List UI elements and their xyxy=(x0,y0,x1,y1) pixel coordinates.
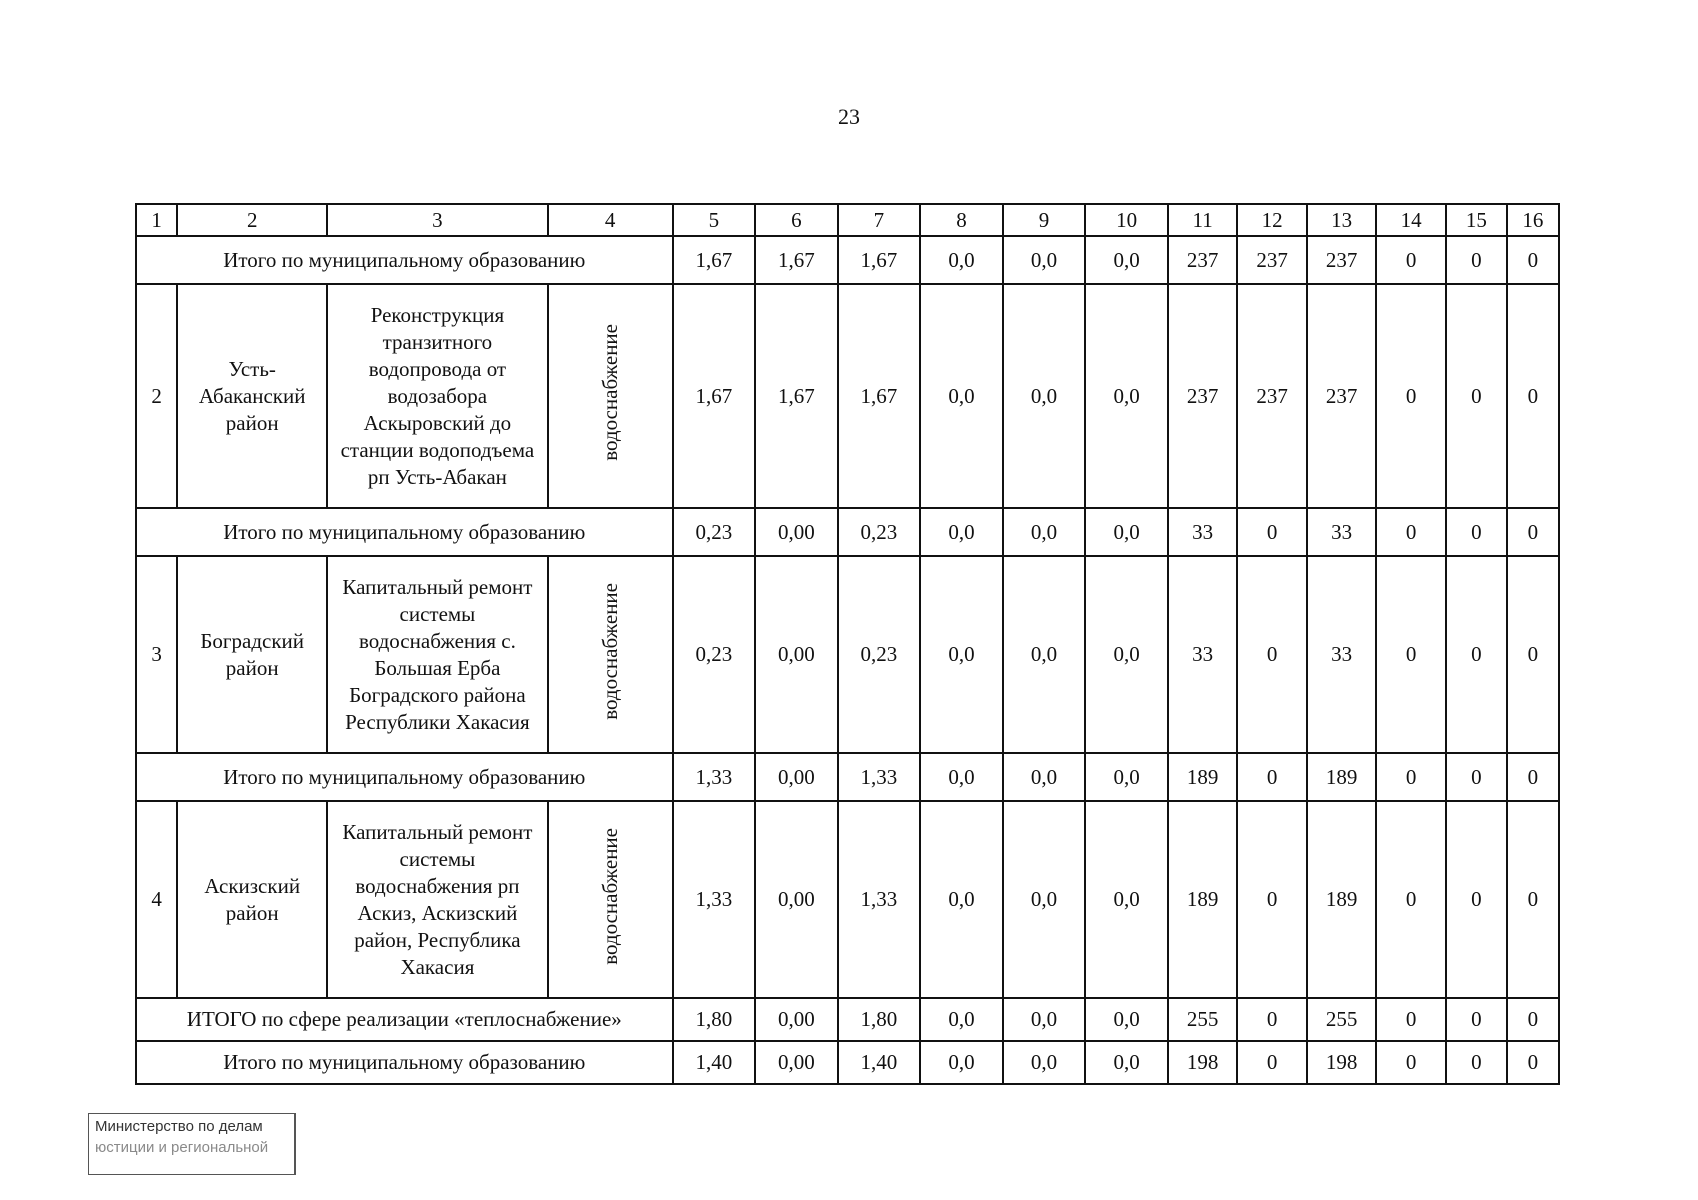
project-name: Капитальный ремонт системы водоснабжения с. Большая Ерба Боградского района Республики Хакасия xyxy=(327,556,548,753)
value-cell: 0 xyxy=(1446,284,1507,508)
column-number: 13 xyxy=(1307,204,1377,236)
value-cell: 189 xyxy=(1168,801,1238,998)
subtotal-row xyxy=(136,753,1559,801)
row-number: 4 xyxy=(136,801,177,998)
value-cell: 0,0 xyxy=(920,1041,1003,1084)
value-cell: 0 xyxy=(1237,998,1307,1041)
value-cell: 0 xyxy=(1237,801,1307,998)
value-cell: 0,0 xyxy=(1003,753,1086,801)
value-cell: 0 xyxy=(1237,753,1307,801)
value-cell: 237 xyxy=(1307,284,1377,508)
value-cell: 0,0 xyxy=(1003,801,1086,998)
value-cell: 33 xyxy=(1168,508,1238,556)
value-cell: 0,0 xyxy=(1003,236,1086,284)
investment-table xyxy=(135,203,1560,1085)
value-cell: 0,0 xyxy=(920,753,1003,801)
value-cell: 0 xyxy=(1376,284,1446,508)
value-cell: 189 xyxy=(1168,753,1238,801)
district-name: Боградский район xyxy=(177,556,327,753)
value-cell: 0 xyxy=(1376,801,1446,998)
stamp-line: юстиции и региональной xyxy=(95,1139,269,1156)
subtotal-label: Итого по муниципальному образованию xyxy=(136,508,673,556)
column-number: 15 xyxy=(1446,204,1507,236)
value-cell: 0,23 xyxy=(673,508,756,556)
column-number: 2 xyxy=(177,204,327,236)
value-cell: 0 xyxy=(1507,284,1559,508)
value-cell: 0,0 xyxy=(1085,284,1168,508)
value-cell: 0 xyxy=(1507,508,1559,556)
value-cell: 33 xyxy=(1307,508,1377,556)
value-cell: 0,0 xyxy=(1085,508,1168,556)
value-cell: 255 xyxy=(1307,998,1377,1041)
sphere-cell xyxy=(548,556,673,753)
table-body xyxy=(136,204,1559,1084)
row-number: 3 xyxy=(136,556,177,753)
value-cell: 0,0 xyxy=(1085,236,1168,284)
value-cell: 0,00 xyxy=(755,753,838,801)
subtotal-label: Итого по муниципальному образованию xyxy=(136,753,673,801)
value-cell: 0 xyxy=(1376,508,1446,556)
value-cell: 237 xyxy=(1168,284,1238,508)
subtotal-label: Итого по муниципальному образованию xyxy=(136,236,673,284)
value-cell: 33 xyxy=(1168,556,1238,753)
value-cell: 237 xyxy=(1168,236,1238,284)
subtotal-row xyxy=(136,1041,1559,1084)
value-cell: 1,67 xyxy=(673,236,756,284)
value-cell: 255 xyxy=(1168,998,1238,1041)
subtotal-row xyxy=(136,998,1559,1041)
value-cell: 0,23 xyxy=(838,508,921,556)
value-cell: 0 xyxy=(1446,998,1507,1041)
value-cell: 0 xyxy=(1376,556,1446,753)
value-cell: 0,00 xyxy=(755,801,838,998)
value-cell: 1,33 xyxy=(838,753,921,801)
subtotal-row xyxy=(136,236,1559,284)
district-name: Аскизский район xyxy=(177,801,327,998)
value-cell: 0,0 xyxy=(1085,998,1168,1041)
value-cell: 0,0 xyxy=(1003,1041,1086,1084)
value-cell: 237 xyxy=(1237,284,1307,508)
project-name: Реконструкция транзитного водопровода от водозабора Аскыровский до станции водоподъема рп Усть-Абакан xyxy=(327,284,548,508)
value-cell: 1,80 xyxy=(673,998,756,1041)
value-cell: 1,67 xyxy=(673,284,756,508)
column-number: 10 xyxy=(1085,204,1168,236)
value-cell: 1,33 xyxy=(838,801,921,998)
value-cell: 189 xyxy=(1307,753,1377,801)
value-cell: 0 xyxy=(1376,753,1446,801)
column-number: 16 xyxy=(1507,204,1559,236)
value-cell: 1,67 xyxy=(755,236,838,284)
column-number: 6 xyxy=(755,204,838,236)
value-cell: 0,23 xyxy=(838,556,921,753)
column-number: 12 xyxy=(1237,204,1307,236)
value-cell: 0 xyxy=(1376,998,1446,1041)
district-name: Усть- Абаканский район xyxy=(177,284,327,508)
value-cell: 1,33 xyxy=(673,801,756,998)
value-cell: 0,00 xyxy=(755,556,838,753)
sphere-label: водоснабжение xyxy=(598,827,623,965)
value-cell: 0,23 xyxy=(673,556,756,753)
column-number: 4 xyxy=(548,204,673,236)
sphere-cell xyxy=(548,801,673,998)
value-cell: 0,0 xyxy=(1003,508,1086,556)
value-cell: 1,67 xyxy=(838,284,921,508)
value-cell: 0 xyxy=(1237,508,1307,556)
column-number: 8 xyxy=(920,204,1003,236)
value-cell: 237 xyxy=(1237,236,1307,284)
value-cell: 0 xyxy=(1446,556,1507,753)
value-cell: 0 xyxy=(1507,1041,1559,1084)
project-name: Капитальный ремонт системы водоснабжения рп Аскиз, Аскизский район, Республика Хакасия xyxy=(327,801,548,998)
value-cell: 0,0 xyxy=(1085,801,1168,998)
value-cell: 1,40 xyxy=(673,1041,756,1084)
value-cell: 33 xyxy=(1307,556,1377,753)
value-cell: 0,0 xyxy=(920,556,1003,753)
value-cell: 0,00 xyxy=(755,1041,838,1084)
value-cell: 0,0 xyxy=(920,284,1003,508)
value-cell: 0 xyxy=(1376,236,1446,284)
column-number: 3 xyxy=(327,204,548,236)
column-number: 11 xyxy=(1168,204,1238,236)
value-cell: 0 xyxy=(1376,1041,1446,1084)
value-cell: 189 xyxy=(1307,801,1377,998)
value-cell: 0 xyxy=(1237,556,1307,753)
value-cell: 0 xyxy=(1507,801,1559,998)
sphere-label: водоснабжение xyxy=(598,324,623,461)
column-number: 1 xyxy=(136,204,177,236)
value-cell: 0,0 xyxy=(920,508,1003,556)
row-number: 2 xyxy=(136,284,177,508)
column-number: 5 xyxy=(673,204,756,236)
value-cell: 0,0 xyxy=(1085,556,1168,753)
value-cell: 0,0 xyxy=(920,801,1003,998)
value-cell: 0 xyxy=(1507,998,1559,1041)
value-cell: 198 xyxy=(1307,1041,1377,1084)
value-cell: 0 xyxy=(1446,508,1507,556)
value-cell: 0 xyxy=(1507,236,1559,284)
value-cell: 0 xyxy=(1446,1041,1507,1084)
value-cell: 0,0 xyxy=(920,236,1003,284)
value-cell: 0,0 xyxy=(1003,998,1086,1041)
value-cell: 1,67 xyxy=(838,236,921,284)
value-cell: 0,00 xyxy=(755,998,838,1041)
value-cell: 0,0 xyxy=(1003,556,1086,753)
column-number-header xyxy=(136,204,1559,236)
project-row xyxy=(136,801,1559,998)
subtotal-label: ИТОГО по сфере реализации «теплоснабжение» xyxy=(136,998,673,1041)
value-cell: 0 xyxy=(1507,753,1559,801)
project-row xyxy=(136,556,1559,753)
value-cell: 0,0 xyxy=(1085,1041,1168,1084)
subtotal-row xyxy=(136,508,1559,556)
value-cell: 237 xyxy=(1307,236,1377,284)
value-cell: 1,80 xyxy=(838,998,921,1041)
value-cell: 0,0 xyxy=(1085,753,1168,801)
value-cell: 1,33 xyxy=(673,753,756,801)
value-cell: 1,67 xyxy=(755,284,838,508)
value-cell: 0,00 xyxy=(755,508,838,556)
sphere-cell xyxy=(548,284,673,508)
value-cell: 0,0 xyxy=(1003,284,1086,508)
project-row xyxy=(136,284,1559,508)
value-cell: 0 xyxy=(1237,1041,1307,1084)
value-cell: 0 xyxy=(1446,753,1507,801)
column-number: 9 xyxy=(1003,204,1086,236)
value-cell: 0 xyxy=(1446,236,1507,284)
page-number: 23 xyxy=(838,104,860,129)
column-number: 7 xyxy=(838,204,921,236)
stamp-line: Министерство по делам xyxy=(95,1118,263,1135)
column-number: 14 xyxy=(1376,204,1446,236)
value-cell: 1,40 xyxy=(838,1041,921,1084)
value-cell: 0 xyxy=(1507,556,1559,753)
value-cell: 0,0 xyxy=(920,998,1003,1041)
value-cell: 198 xyxy=(1168,1041,1238,1084)
value-cell: 0 xyxy=(1446,801,1507,998)
subtotal-label: Итого по муниципальному образованию xyxy=(136,1041,673,1084)
ministry-stamp xyxy=(88,1113,296,1175)
sphere-label: водоснабжение xyxy=(598,582,623,720)
